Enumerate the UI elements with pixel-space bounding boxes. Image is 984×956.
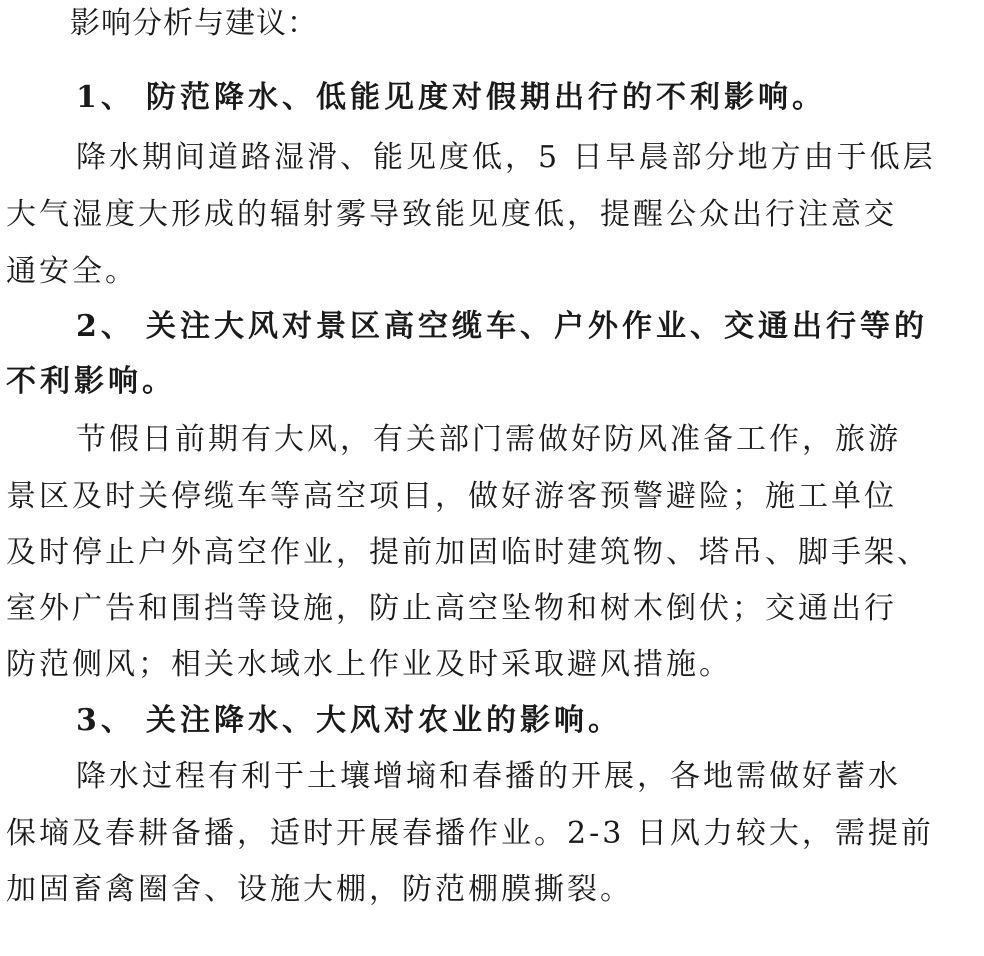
section-2-title-line-1: 关注大风对景区高空缆车、户外作业、交通出行等的 xyxy=(146,309,928,344)
section-1-title-line-1: 防范降水、低能见度对假期出行的不利影响。 xyxy=(146,80,826,115)
section-3-body-line-1: 降水过程有利于土壤增墒和春播的开展，各地需做好蓄水 xyxy=(76,759,901,794)
section-2-title-line-2: 不利影响。 xyxy=(6,364,176,399)
section-3-title-line-1: 关注降水、大风对农业的影响。 xyxy=(146,703,622,738)
section-2-title xyxy=(76,307,928,347)
section-2-body-line-2: 景区及时关停缆车等高空项目，做好游客预警避险；施工单位 xyxy=(6,479,897,514)
section-1-title xyxy=(76,78,826,118)
section-3-title xyxy=(76,701,622,741)
section-1-body-line-3: 通安全。 xyxy=(6,254,138,289)
section-2-body-line-5: 防范侧风；相关水域水上作业及时采取避风措施。 xyxy=(6,647,732,682)
section-1-body-line-1: 降水期间道路湿滑、能见度低，5 日早晨部分地方由于低层 xyxy=(76,140,936,175)
document-heading: 影响分析与建议： xyxy=(70,6,318,41)
section-1-body-line-2: 大气湿度大形成的辐射雾导致能见度低，提醒公众出行注意交 xyxy=(6,197,897,232)
section-2-body-line-3: 及时停止户外高空作业，提前加固临时建筑物、塔吊、脚手架、 xyxy=(6,535,930,570)
section-2-number: 2、 xyxy=(76,309,135,344)
section-3-body-line-2: 保墒及春耕备播，适时开展春播作业。2-3 日风力较大，需提前 xyxy=(6,816,934,851)
section-1-number: 1、 xyxy=(76,80,135,115)
section-3-number: 3、 xyxy=(76,703,135,738)
section-2-body-line-1: 节假日前期有大风，有关部门需做好防风准备工作，旅游 xyxy=(76,422,901,457)
section-3-body-line-3: 加固畜禽圈舍、设施大棚，防范棚膜撕裂。 xyxy=(6,872,633,907)
section-2-body-line-4: 室外广告和围挡等设施，防止高空坠物和树木倒伏；交通出行 xyxy=(6,591,897,626)
